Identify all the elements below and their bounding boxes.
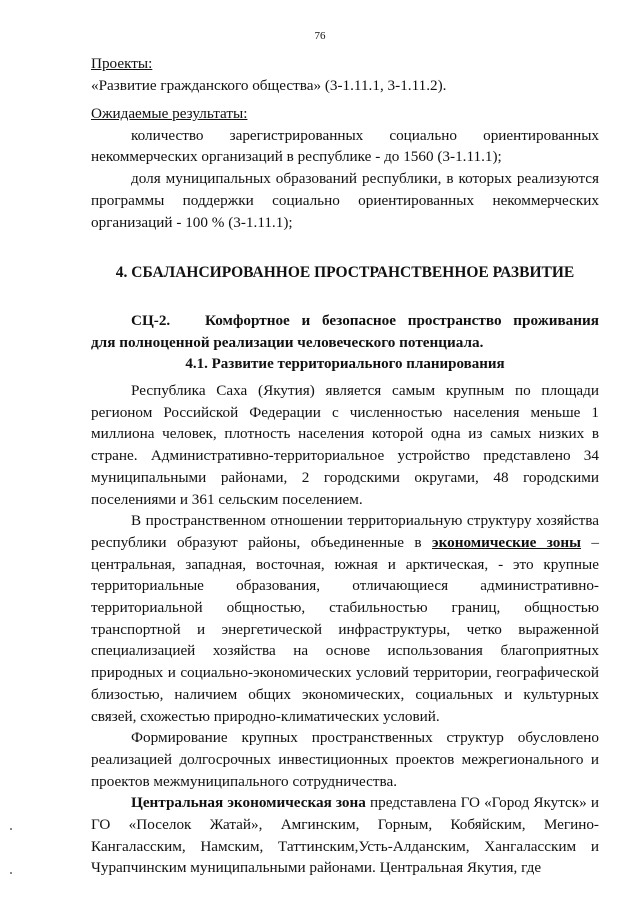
section-4-title: 4. СБАЛАНСИРОВАННОЕ ПРОСТРАНСТВЕННОЕ РАЗВИТИЕ (115, 264, 575, 281)
paragraph-4 (91, 792, 599, 879)
subsection-4-1-title: 4.1. Развитие территориального планирования (185, 356, 505, 372)
paragraph-3: Формирование крупных пространственных структур обусловлено реализацией долгосрочных инвестиционных проектов межрегионального и проектов межмуниципального сотрудничества. (91, 729, 599, 790)
scan-mark (10, 872, 12, 874)
projects-item: «Развитие гражданского общества» (3-1.11.1, 3-1.11.2). (91, 76, 447, 94)
paragraph-1: Республика Саха (Якутия) является самым крупным по площади регионом Российской Федерации с численностью населения меньше 1 миллиона человек, плотность населения которой одна из самых низких в стране. Административно-территориальное устройство представлено 34 муниципальными районами, 2 городскими округами, 48 городскими поселениями и 361 сельским поселением. (91, 382, 599, 508)
projects-section (91, 53, 599, 96)
central-zone-term: Центральная экономическая зона (131, 794, 366, 812)
sc2-heading (91, 310, 599, 353)
results-section (91, 103, 599, 233)
sc2-title-line2: для полноценной реализации человеческого потенциала. (91, 333, 484, 351)
results-item2: доля муниципальных образований республики, в которых реализуются программы поддержки социально ориентированных некоммерческих организаций - 100 % (3-1.11.1); (91, 170, 599, 231)
sc2-code: СЦ-2. (131, 312, 171, 329)
paragraph-2-rest: – центральная, западная, восточная, южная и арктическая, - это крупные территориальные образования, отличающиеся административно-территориальной общностью, стабильностью границ, общностью транспортной и энергетической инфраструктуры, четко выраженной специализацией хозяйства на основе использования благоприятных природных и социально-экономических условий территории, географической близостью, наличием общих экономических, социальных и культурных связей, схожестью природно-климатических условий. (91, 533, 600, 725)
body-text (91, 380, 599, 879)
page-number: 76 (314, 30, 326, 42)
results-heading: Ожидаемые результаты: (91, 105, 248, 122)
results-item1-line1: количество зарегистрированных социально ориентированных (131, 126, 599, 144)
scan-mark (10, 828, 12, 830)
paragraph-2 (91, 510, 599, 727)
paragraph-2-start: В пространственном отношении территориальную структуру хозяйства республики образуют районы, объединенные в (91, 512, 599, 551)
economic-zones-term: экономические зоны (432, 533, 581, 551)
paragraph-4-rest: представлена ГО «Город Якутск» и ГО «Поселок Жатай», Амгинским, Горным, Кобяйским, Мегино-Кангаласским, Намским, Таттинским,Усть-Алданским, Хангаласским и Чурапчинским муниципальными районами. Центральная Якутия, где (91, 794, 599, 877)
results-item1-line2: некоммерческих организаций в республике - до 1560 (3-1.11.1); (91, 148, 502, 166)
projects-heading: Проекты: (91, 55, 153, 72)
sc2-title-line1: Комфортное и безопасное пространство проживания (205, 312, 599, 329)
